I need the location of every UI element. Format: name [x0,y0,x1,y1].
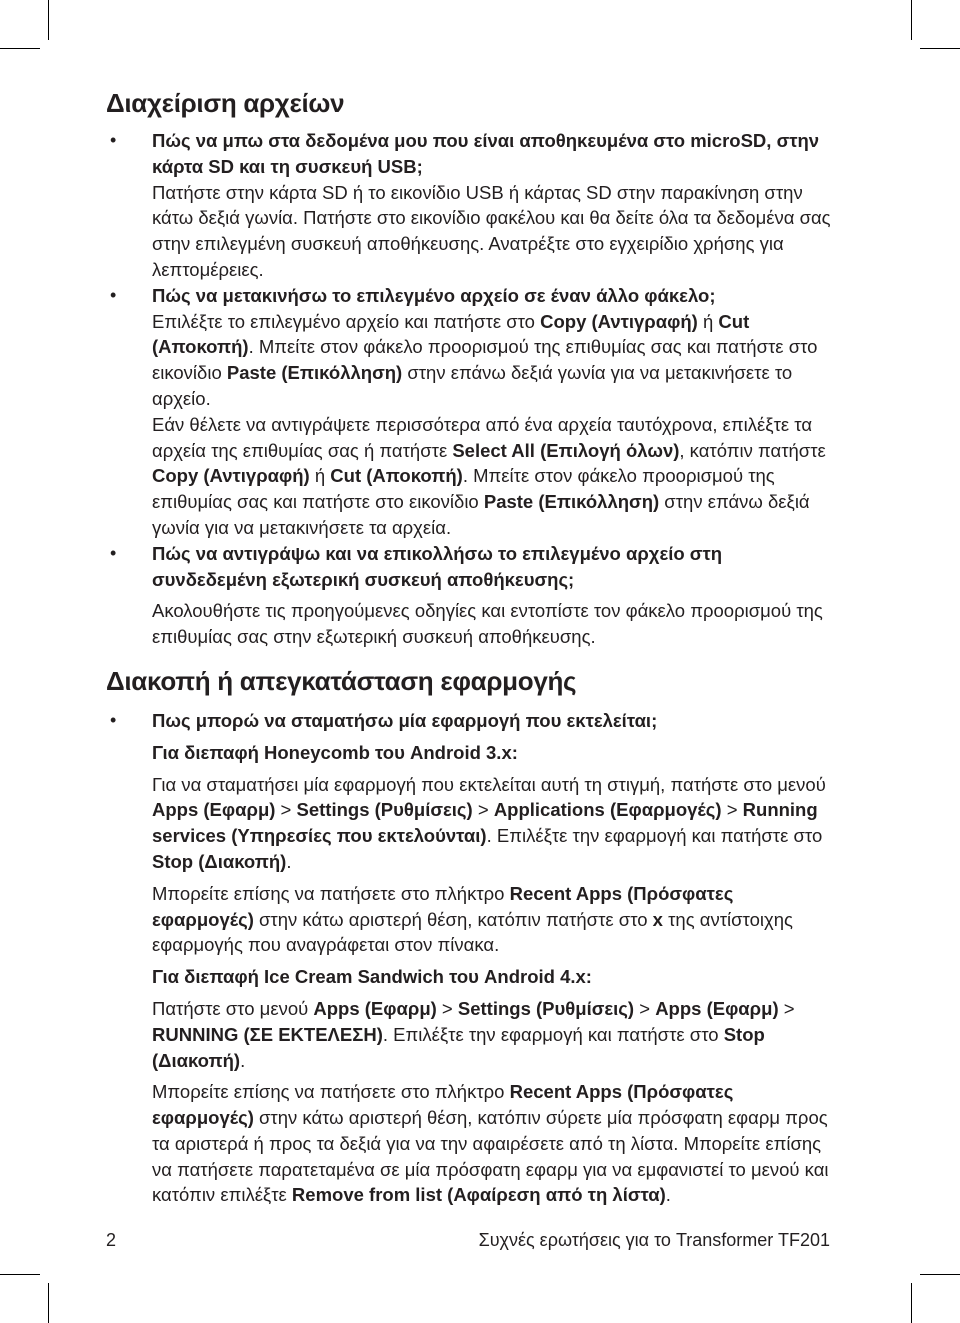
term-stop: Stop (Διακοπή) [152,1023,765,1071]
crop-mark [0,1274,40,1275]
term-applications: Applications (Εφαρμογές) [493,799,722,821]
term-x: x [652,908,663,930]
section-title-file-management: Διαχείριση αρχείων [106,88,345,118]
term-running: RUNNING (ΣΕ ΕΚΤΕΛΕΣΗ) [152,1023,383,1045]
text: Μπορείτε επίσης να πατήσετε στο πλήκτρο [152,882,510,904]
section-title-stop-app: Διακοπή ή απεγκατάσταση εφαρμογής [106,665,577,696]
faq-answer [152,412,836,541]
term-stop: Stop (Διακοπή) [152,850,287,872]
term-running-services: Running services (Υπηρεσίες που εκτελούνται) [152,799,818,847]
instruction-paragraph [152,881,836,958]
crop-mark [920,1274,960,1275]
text: Για να σταματήσει μία εφαρμογή που εκτελείται αυτή τη στιγμή, πατήστε στο μενού [152,773,826,795]
separator: > [721,799,743,821]
term-apps: Apps (Εφαρμ) [313,997,437,1019]
crop-mark [920,48,960,49]
term-recent-apps: Recent Apps (Πρόσφατες εφαρμογές) [152,1081,734,1129]
text: στην κάτω αριστερή θέση, κατόπιν πατήστε στο [253,908,653,930]
crop-mark [48,1283,49,1323]
term-paste: Paste (Επικόλληση) [226,362,403,384]
crop-mark [0,48,40,49]
bullet: • [110,709,117,730]
text: στην επάνω δεξιά γωνία για να μετακινήσετε τα αρχεία. [152,491,810,538]
term-recent-apps: Recent Apps (Πρόσφατες εφαρμογές) [152,882,734,930]
bullet: • [110,284,117,305]
text: . [286,850,292,872]
faq-item-stop-app [106,708,836,1208]
instruction-paragraph [152,996,836,1073]
faq-question: Πως μπορώ να σταματήσω μία εφαρμογή που εκτελείται; [152,709,658,731]
faq-question: Πώς να αντιγράψω και να επικολλήσω το επιλεγμένο αρχείο στη συνδεδεμένη εξωτερική συσκευή αποθήκευσης; [152,542,723,590]
faq-answer: Ακολουθήστε τις προηγούμενες οδηγίες και εντοπίστε τον φάκελο προορισμού της επιθυμίας σας στην εξωτερική συσκευή αποθήκευσης. [152,600,823,648]
separator: > [275,799,297,821]
text: . Επιλέξτε την εφαρμογή και πατήστε στο [382,1023,724,1045]
text: . Μπείτε στον φάκελο προορισμού της επιθυμίας σας και πατήστε στο εικονίδιο [152,336,818,384]
faq-item-copy-external [106,541,836,650]
bullet: • [110,130,117,150]
page-content [106,86,836,1208]
text: , κατόπιν πατήστε [679,439,826,461]
text: στην κάτω αριστερή θέση, κατόπιν σύρετε μία πρόσφατη εφαρμ προς τα αριστερά ή προς τα δεξιά για να την αφαιρέσετε από τη λίστα. Μπορείτε επίσης να πατήσετε παρατεταμένα σε μία πρόσφατη εφαρμ για να εμφανιστεί το μενού και κατόπιν επιλέξτε [152,1107,829,1206]
term-cut: Cut (Αποκοπή) [152,310,750,358]
term-remove-from-list: Remove from list (Αφαίρεση από τη λίστα) [291,1184,666,1206]
separator: > [634,997,656,1019]
faq-question: Πώς να μετακινήσω το επιλεγμένο αρχείο σε έναν άλλο φάκελο; [152,284,716,306]
term-cut: Cut (Αποκοπή) [330,465,463,487]
crop-mark [911,0,912,40]
text: Εάν θέλετε να αντιγράψετε περισσότερα από ένα αρχεία ταυτόχρονα, επιλέξτε τα αρχεία της επιθυμίας σας ή πατήστε [152,413,813,461]
text: της αντίστοιχης εφαρμογής που αναγράφεται στον πίνακα. [152,908,793,956]
footer-title: Συχνές ερωτήσεις για το Transformer TF201 [478,1230,830,1250]
text: στην επάνω δεξιά γωνία για να μετακινήσετε το αρχείο. [152,362,793,409]
crop-mark [48,0,49,40]
text: ή [697,310,719,332]
faq-question: Πώς να μπω στα δεδομένα μου που είναι αποθηκευμένα στο microSD, στην κάρτα SD και τη συσκευή USB; [152,130,820,177]
faq-answer [152,309,836,412]
term-apps: Apps (Εφαρμ) [152,799,276,821]
instruction-paragraph [152,772,836,875]
text: Επιλέξτε το επιλεγμένο αρχείο και πατήστε στο [152,310,541,332]
term-settings: Settings (Ρυθμίσεις) [296,799,473,821]
page-number: 2 [106,1230,117,1250]
instruction-paragraph [152,1079,836,1208]
subheading-ice-cream-sandwich: Για διεπαφή Ice Cream Sandwich του Android 4.x: [152,966,592,988]
term-copy: Copy (Αντιγραφή) [540,310,698,332]
term-paste: Paste (Επικόλληση) [483,491,660,513]
text: ή [309,465,331,487]
text: . [240,1049,246,1071]
text: . [665,1184,671,1206]
term-settings: Settings (Ρυθμίσεις) [457,997,635,1019]
text: . Επιλέξτε την εφαρμογή και πατήστε στο [486,825,823,847]
separator: > [436,997,458,1019]
crop-mark [911,1283,912,1323]
text: Πατήστε στο μενού [152,997,314,1019]
text: . Μπείτε στον φάκελο προορισμού της επιθυμίας σας και πατήστε στο εικονίδιο [152,465,775,513]
text: Μπορείτε επίσης να πατήσετε στο πλήκτρο [152,1081,510,1103]
separator: > [472,799,494,821]
faq-answer: Πατήστε στην κάρτα SD ή το εικονίδιο USB ή κάρτας SD στην παρακίνηση στην κάτω δεξιά γωνία. Πατήστε στο εικονίδιο φακέλου και θα δείτε όλα τα δεδομένα σας στην επιλεγμένη συσκευή αποθήκευσης. Ανατρέξτε στο εγχειρίδιο χρήσης για λεπτομέρειες. [152,181,831,280]
faq-item-move-file [106,283,836,541]
bullet: • [110,542,117,563]
term-copy: Copy (Αντιγραφή) [152,465,310,487]
separator: > [778,997,795,1019]
faq-item-access-storage [106,128,836,283]
term-select-all: Select All (Επιλογή όλων) [452,439,680,461]
term-apps: Apps (Εφαρμ) [655,997,779,1019]
subheading-honeycomb: Για διεπαφή Honeycomb του Android 3.x: [152,741,518,763]
